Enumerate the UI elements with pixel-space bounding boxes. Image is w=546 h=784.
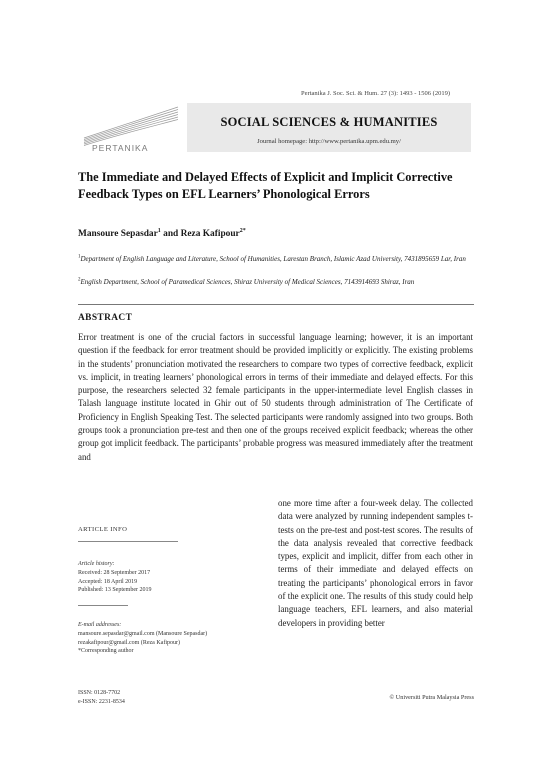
corresponding-author-note: *Corresponding author (78, 648, 134, 655)
author-name: Mansoure Sepasdar (78, 229, 158, 239)
affiliation-2 (78, 277, 478, 288)
author-name: Reza Kafipour (180, 229, 240, 239)
email-divider (78, 605, 128, 606)
journal-citation: Pertanika J. Soc. Sci. & Hum. 27 (3): 1493 - 1506 (2019) (301, 90, 450, 97)
publisher-copyright: © Universiti Putra Malaysia Press (389, 694, 474, 701)
eissn: e-ISSN: 2231-8534 (78, 698, 125, 705)
section-divider (78, 304, 474, 305)
published-date: Published: 13 September 2019 (78, 587, 152, 594)
history-label: Article history: (78, 561, 115, 567)
journal-title: SOCIAL SCIENCES & HUMANITIES (220, 115, 438, 129)
affiliation-mark: 2 (78, 277, 81, 283)
affiliation-text: Department of English Language and Literature, School of Humanities, Larestan Branch, Islamic Azad University, 7431895659 Lar, Iran (80, 255, 466, 263)
journal-homepage: Journal homepage: http://www.pertanika.upm.edu.my/ (257, 138, 401, 145)
accepted-date: Accepted: 18 April 2019 (78, 578, 138, 585)
abstract-heading: ABSTRACT (78, 313, 133, 323)
abstract-text-column: one more time after a four-week delay. The collected data were analyzed by running independent samples t-tests on the pre-test and post-test scores. The results of the data analysis revealed that corrective feedback types, explicit and implicit, differ from each other in terms of their immediate and delayed effects on treating the participants’ phonological errors in favor of the explicit one. The results of this study could help language teachers, EFL learners, and also material developers in providing better (278, 498, 473, 628)
affiliation-text: English Department, School of Paramedical Sciences, Shiraz University of Medical Sciences, 7143914693 Shiraz, Iran (80, 278, 415, 286)
article-history (78, 560, 152, 595)
affiliation-mark: 1 (78, 254, 81, 260)
paper-title: The Immediate and Delayed Effects of Explicit and Implicit Corrective Feedback Types on EFL Learners’ Phonological Errors (78, 170, 453, 201)
svg-text:PERTANIKA: PERTANIKA (92, 143, 149, 153)
issn-block (78, 689, 125, 707)
author-separator: and (160, 229, 181, 239)
email-address: rezakafipour@gmail.com (Reza Kafipour) (78, 639, 180, 646)
author-line (78, 229, 246, 239)
received-date: Received: 28 September 2017 (78, 569, 151, 576)
issn: ISSN: 0128-7702 (78, 690, 121, 696)
author-affiliation-mark: 2* (239, 227, 246, 234)
article-info-divider (78, 541, 178, 542)
email-address: mansoure.sepasdar@gmail.com (Mansoure Sepasdar) (78, 630, 208, 637)
abstract-text: Error treatment is one of the crucial factors in successful language learning; however, it is an important question if the feedback for error treatment should be provided implicitly or explicitly. The existing problems in the students’ pronunciation motivated the researchers to compare two types of corrective feedback, explicit vs. implicit, in treating learners’ phonological errors in terms of their immediate and delayed effects. For this purpose, the researchers selected 32 female participants in the upper-intermediate level English classes in Talash language institute located in Ghir out of 50 students through administration of The Certificate of Proficiency in English Speaking Test. The selected participants were randomly assigned into two groups. Both groups took a pronunciation pre-test and then one of the groups received explicit feedback; whereas the other group got implicit feedback. The participants’ probable progress was measured immediately after the treatment and (78, 332, 473, 462)
author-affiliation-mark: 1 (157, 227, 161, 234)
email-addresses (78, 621, 207, 656)
journal-banner (187, 103, 471, 152)
pertanika-logo (78, 104, 186, 156)
email-label: E-mail addresses: (78, 622, 122, 628)
article-info-heading: ARTICLE INFO (78, 526, 128, 533)
affiliation-1 (78, 254, 478, 265)
